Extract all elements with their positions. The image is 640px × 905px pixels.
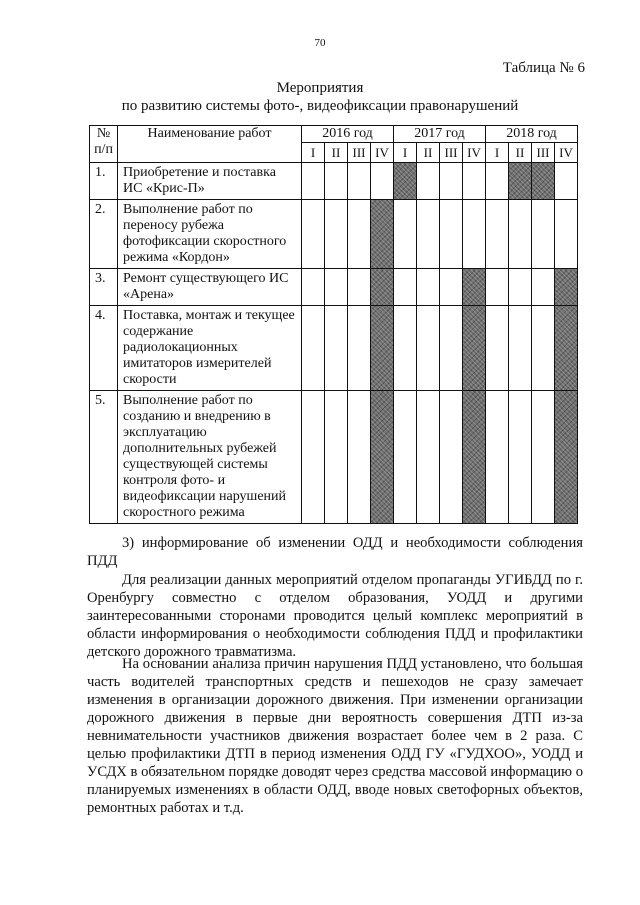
schedule-cell-filled (371, 306, 394, 391)
quarter-header: II (325, 143, 348, 163)
schedule-cell-empty (325, 269, 348, 306)
row-work-name: Приобретение и поставка ИС «Крис-П» (118, 163, 302, 200)
col-name-header: Наименование работ (118, 126, 302, 163)
schedule-cell-empty (371, 163, 394, 200)
schedule-cell-empty (555, 200, 578, 269)
paragraph-activities (87, 571, 583, 661)
year-header-2016: 2016 год (302, 126, 394, 143)
paragraph: На основании анализа причин нарушения ПДД установлено, что большая часть водителей транспортных средств и пешеходов не сразу замечает изменения в организации дорожного движения. При изменении организации дорожного движения в первые дни вероятность совершения ДТП из-за невнимательности участников движения возрастает более чем в 2 раза. С целью профилактики ДТП в период изменения ОДД ГУ «ГУДХОО», УОДД и УСДХ в обязательном порядке доводят через средства массовой информацию о планируемых изменениях в области ОДД, вводе новых светофорных объектов, ремонтных работах и т.д. (87, 656, 583, 816)
schedule-cell-empty (532, 306, 555, 391)
schedule-cell-empty (440, 163, 463, 200)
schedule-cell-empty (440, 391, 463, 524)
schedule-cell-filled (555, 391, 578, 524)
schedule-cell-empty (325, 200, 348, 269)
schedule-cell-empty (417, 306, 440, 391)
schedule-cell-empty (417, 163, 440, 200)
table-row (90, 269, 578, 306)
schedule-cell-empty (440, 306, 463, 391)
schedule-cell-empty (394, 391, 417, 524)
schedule-cell-empty (463, 163, 486, 200)
row-number: 2. (90, 200, 118, 269)
table-row (90, 200, 578, 269)
schedule-cell-empty (325, 163, 348, 200)
row-number: 4. (90, 306, 118, 391)
schedule-cell-filled (394, 163, 417, 200)
schedule-cell-filled (371, 391, 394, 524)
quarter-header: I (394, 143, 417, 163)
schedule-cell-empty (509, 306, 532, 391)
schedule-cell-empty (348, 306, 371, 391)
schedule-cell-empty (486, 306, 509, 391)
schedule-cell-empty (417, 269, 440, 306)
quarter-header: III (348, 143, 371, 163)
schedule-cell-empty (348, 200, 371, 269)
schedule-cell-empty (394, 306, 417, 391)
heading-subtitle: по развитию системы фото-, видеофиксации правонарушений (121, 98, 519, 114)
row-work-name: Поставка, монтаж и текущее содержание радиолокационных имитаторов измерителей скорости (118, 306, 302, 391)
schedule-cell-empty (509, 269, 532, 306)
table-row (90, 306, 578, 391)
quarter-header: II (417, 143, 440, 163)
quarter-header: I (486, 143, 509, 163)
row-work-name: Ремонт существующего ИС «Арена» (118, 269, 302, 306)
quarter-header: IV (555, 143, 578, 163)
year-header-2018: 2018 год (486, 126, 578, 143)
schedule-cell-empty (532, 200, 555, 269)
paragraph-analysis (87, 655, 583, 817)
row-number: 3. (90, 269, 118, 306)
schedule-cell-empty (509, 391, 532, 524)
schedule-cell-empty (532, 269, 555, 306)
schedule-cell-empty (302, 163, 325, 200)
row-work-name: Выполнение работ по переносу рубежа фотофиксации скоростного режима «Кордон» (118, 200, 302, 269)
table-heading (0, 79, 640, 115)
schedule-cell-filled (371, 200, 394, 269)
schedule-cell-empty (555, 163, 578, 200)
quarter-header: II (509, 143, 532, 163)
schedule-cell-empty (417, 391, 440, 524)
row-work-name: Выполнение работ по созданию и внедрению в эксплуатацию дополнительных рубежей существующей системы контроля фото- и видеофиксации нарушений скоростного режима (118, 391, 302, 524)
schedule-cell-filled (463, 391, 486, 524)
schedule-cell-empty (325, 391, 348, 524)
table-body (90, 163, 578, 524)
schedule-cell-empty (302, 391, 325, 524)
schedule-cell-empty (486, 200, 509, 269)
measures-table (89, 125, 578, 524)
schedule-cell-empty (348, 163, 371, 200)
heading-title: Мероприятия (276, 80, 364, 96)
schedule-cell-empty (532, 391, 555, 524)
schedule-cell-filled (532, 163, 555, 200)
quarter-header: IV (463, 143, 486, 163)
schedule-cell-empty (302, 306, 325, 391)
schedule-cell-empty (348, 269, 371, 306)
schedule-cell-filled (555, 269, 578, 306)
row-number: 1. (90, 163, 118, 200)
paragraph: 3) информирование об изменении ОДД и необходимости соблюдения ПДД (87, 535, 583, 569)
schedule-cell-empty (509, 200, 532, 269)
schedule-cell-filled (371, 269, 394, 306)
quarter-header: III (440, 143, 463, 163)
page-number: 70 (314, 37, 326, 49)
schedule-cell-filled (463, 306, 486, 391)
schedule-cell-empty (440, 269, 463, 306)
table-row (90, 163, 578, 200)
schedule-cell-empty (440, 200, 463, 269)
table-label: Таблица № 6 (502, 60, 585, 76)
table-row (90, 391, 578, 524)
schedule-cell-empty (348, 391, 371, 524)
paragraph-item-3 (87, 534, 583, 570)
schedule-cell-empty (486, 269, 509, 306)
year-header-2017: 2017 год (394, 126, 486, 143)
schedule-cell-filled (555, 306, 578, 391)
schedule-cell-empty (463, 200, 486, 269)
schedule-cell-empty (394, 200, 417, 269)
schedule-cell-empty (302, 200, 325, 269)
col-number-header: № п/п (90, 126, 118, 163)
row-number: 5. (90, 391, 118, 524)
schedule-cell-empty (417, 200, 440, 269)
schedule-cell-filled (463, 269, 486, 306)
quarter-header: IV (371, 143, 394, 163)
schedule-cell-filled (509, 163, 532, 200)
schedule-cell-empty (486, 163, 509, 200)
quarter-header: I (302, 143, 325, 163)
quarter-header: III (532, 143, 555, 163)
schedule-cell-empty (486, 391, 509, 524)
paragraph: Для реализации данных мероприятий отделом пропаганды УГИБДД по г. Оренбургу совместно с отделом образования, УОДД и другими заинтересованными сторонами проводится целый комплекс мероприятий в области информирования о необходимости соблюдения ПДД и профилактики детского дорожного травматизма. (87, 572, 583, 660)
schedule-cell-empty (302, 269, 325, 306)
schedule-cell-empty (325, 306, 348, 391)
schedule-cell-empty (394, 269, 417, 306)
